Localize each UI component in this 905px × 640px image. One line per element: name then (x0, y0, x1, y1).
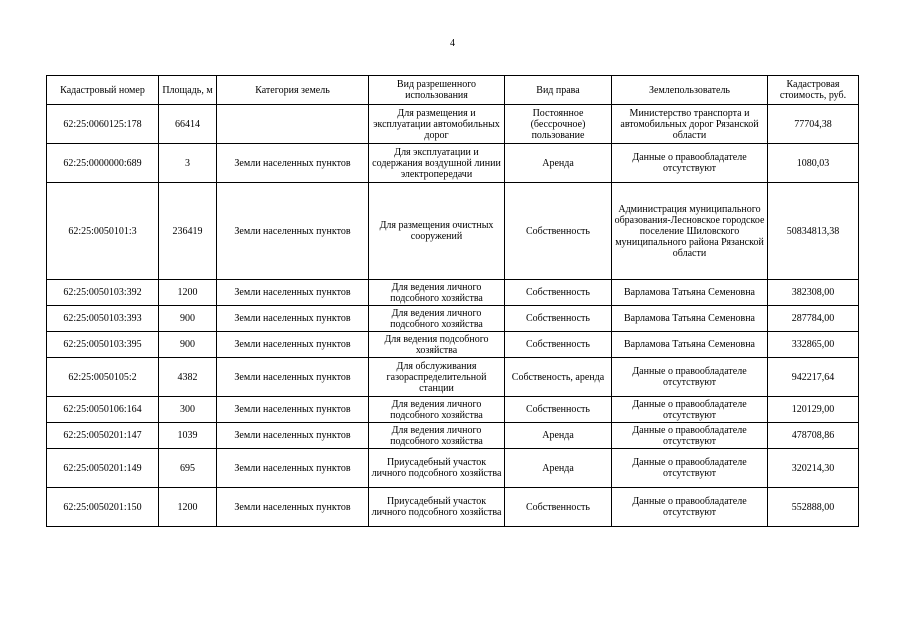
cell-cadastral-number: 62:25:0050105:2 (47, 358, 159, 397)
cell-land-category: Земли населенных пунктов (217, 332, 369, 358)
cell-land-category: Земли населенных пунктов (217, 449, 369, 488)
cell-cadastral-number: 62:25:0060125:178 (47, 105, 159, 144)
cell-permitted-use: Для ведения личного подсобного хозяйства (369, 280, 505, 306)
table-row (47, 280, 859, 306)
cell-right-type: Собственность (505, 306, 612, 332)
header-permitted-use: Вид разрешенного использования (369, 76, 505, 105)
header-right-type: Вид права (505, 76, 612, 105)
cell-land-category: Земли населенных пунктов (217, 183, 369, 280)
cell-permitted-use: Для размещения и эксплуатации автомобильных дорог (369, 105, 505, 144)
cell-permitted-use: Для размещения очистных сооружений (369, 183, 505, 280)
table-row (47, 144, 859, 183)
cell-area: 66414 (159, 105, 217, 144)
cell-land-category: Земли населенных пунктов (217, 358, 369, 397)
cell-cadastral-value: 120129,00 (768, 397, 859, 423)
cell-area: 4382 (159, 358, 217, 397)
table-row (47, 306, 859, 332)
cell-cadastral-value: 77704,38 (768, 105, 859, 144)
header-land-user: Землепользователь (612, 76, 768, 105)
cell-cadastral-number: 62:25:0000000:689 (47, 144, 159, 183)
cell-area: 1200 (159, 280, 217, 306)
cell-cadastral-number: 62:25:0050101:3 (47, 183, 159, 280)
table-header-row (47, 76, 859, 105)
page-number: 4 (450, 38, 455, 49)
cell-cadastral-value: 332865,00 (768, 332, 859, 358)
cell-cadastral-value: 382308,00 (768, 280, 859, 306)
cell-permitted-use: Приусадебный участок личного подсобного хозяйства (369, 449, 505, 488)
cell-permitted-use: Для ведения подсобного хозяйства (369, 332, 505, 358)
cell-right-type: Собственность (505, 332, 612, 358)
cell-right-type: Аренда (505, 144, 612, 183)
cell-right-type: Аренда (505, 449, 612, 488)
table-row (47, 332, 859, 358)
cell-land-category: Земли населенных пунктов (217, 397, 369, 423)
cell-land-user: Данные о правообладателе отсутствуют (612, 397, 768, 423)
cell-cadastral-value: 552888,00 (768, 488, 859, 527)
cell-cadastral-number: 62:25:0050103:393 (47, 306, 159, 332)
table-row (47, 423, 859, 449)
cell-land-user: Варламова Татьяна Семеновна (612, 306, 768, 332)
cell-cadastral-value: 478708,86 (768, 423, 859, 449)
cell-right-type: Аренда (505, 423, 612, 449)
cell-right-type: Постоянное (бессрочное) пользование (505, 105, 612, 144)
cell-area: 300 (159, 397, 217, 423)
cell-cadastral-value: 287784,00 (768, 306, 859, 332)
cell-land-user: Варламова Татьяна Семеновна (612, 332, 768, 358)
cell-land-user: Администрация муниципального образования-Лесновское городское поселение Шиловского муниципального района Рязанской области (612, 183, 768, 280)
cell-right-type: Собственость, аренда (505, 358, 612, 397)
cell-cadastral-value: 942217,64 (768, 358, 859, 397)
cell-land-user: Министерство транспорта и автомобильных дорог Рязанской области (612, 105, 768, 144)
table-row (47, 449, 859, 488)
cell-right-type: Собственность (505, 397, 612, 423)
cell-area: 900 (159, 332, 217, 358)
cell-right-type: Собственность (505, 488, 612, 527)
cell-right-type: Собственность (505, 280, 612, 306)
cell-land-category: Земли населенных пунктов (217, 423, 369, 449)
cell-area: 3 (159, 144, 217, 183)
cell-land-category: Земли населенных пунктов (217, 280, 369, 306)
cell-cadastral-value: 50834813,38 (768, 183, 859, 280)
table-row (47, 105, 859, 144)
cell-cadastral-number: 62:25:0050201:147 (47, 423, 159, 449)
table-row (47, 488, 859, 527)
cell-land-user: Данные о правообладателе отсутствуют (612, 449, 768, 488)
table-row (47, 183, 859, 280)
table-row (47, 358, 859, 397)
header-cadastral-value: Кадастровая стоимость, руб. (768, 76, 859, 105)
cell-area: 1039 (159, 423, 217, 449)
cell-cadastral-number: 62:25:0050201:149 (47, 449, 159, 488)
cell-land-user: Данные о правообладателе отсутствуют (612, 144, 768, 183)
cell-cadastral-number: 62:25:0050103:392 (47, 280, 159, 306)
cell-area: 1200 (159, 488, 217, 527)
cell-permitted-use: Приусадебный участок личного подсобного хозяйства (369, 488, 505, 527)
cell-land-user: Варламова Татьяна Семеновна (612, 280, 768, 306)
header-land-category: Категория земель (217, 76, 369, 105)
cell-permitted-use: Для ведения личного подсобного хозяйства (369, 423, 505, 449)
cell-cadastral-number: 62:25:0050201:150 (47, 488, 159, 527)
cell-land-user: Данные о правообладателе отсутствуют (612, 488, 768, 527)
cell-permitted-use: Для ведения личного подсобного хозяйства (369, 397, 505, 423)
cell-cadastral-value: 1080,03 (768, 144, 859, 183)
header-cadastral-number: Кадастровый номер (47, 76, 159, 105)
cell-land-category: Земли населенных пунктов (217, 306, 369, 332)
cell-cadastral-value: 320214,30 (768, 449, 859, 488)
cell-cadastral-number: 62:25:0050103:395 (47, 332, 159, 358)
cadastre-table (46, 75, 859, 527)
cell-land-category: Земли населенных пунктов (217, 488, 369, 527)
cell-land-user: Данные о правообладателе отсутствуют (612, 423, 768, 449)
table-row (47, 397, 859, 423)
cell-land-category: Земли населенных пунктов (217, 144, 369, 183)
header-area: Площадь, м (159, 76, 217, 105)
cell-permitted-use: Для ведения личного подсобного хозяйства (369, 306, 505, 332)
cell-land-category (217, 105, 369, 144)
cell-permitted-use: Для эксплуатации и содержания воздушной линии электропередачи (369, 144, 505, 183)
cell-land-user: Данные о правообладателе отсутствуют (612, 358, 768, 397)
cell-right-type: Собственность (505, 183, 612, 280)
cell-area: 236419 (159, 183, 217, 280)
cell-permitted-use: Для обслуживания газораспределительной станции (369, 358, 505, 397)
cell-area: 900 (159, 306, 217, 332)
cell-area: 695 (159, 449, 217, 488)
cell-cadastral-number: 62:25:0050106:164 (47, 397, 159, 423)
